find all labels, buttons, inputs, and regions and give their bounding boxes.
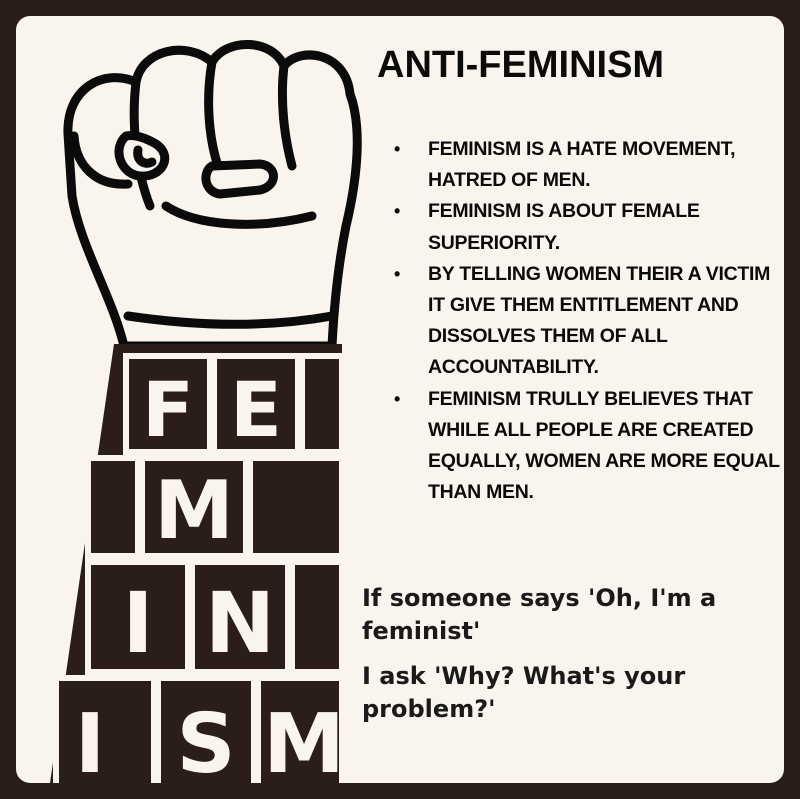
arm-letter: I <box>122 574 154 672</box>
quote-line: If someone says 'Oh, I'm a feminist' <box>362 584 717 645</box>
quote-block <box>362 582 782 726</box>
arm-tile <box>250 458 342 556</box>
arm-tile <box>88 458 138 556</box>
arm-tile <box>292 562 342 672</box>
list-item <box>394 384 784 509</box>
bullet-icon: • <box>394 201 401 222</box>
page-title: ANTI-FEMINISM <box>377 44 665 86</box>
list-item <box>394 196 784 258</box>
poster <box>16 16 784 783</box>
arm-letter: N <box>204 574 276 672</box>
bullet-icon: • <box>394 388 401 409</box>
arm-letter: F <box>142 365 194 454</box>
list-item <box>394 134 784 196</box>
arm-tile <box>302 356 342 452</box>
bullet-icon: • <box>394 263 401 284</box>
list-item-text: BY TELLING WOMEN THEIR A VICTIM IT GIVE THEM ENTITLEMENT AND DISSOLVES THEM OF ALL ACCOUNTABILITY. <box>428 262 771 379</box>
arm-letter: S <box>176 697 236 783</box>
list-item-text: FEMINISM IS ABOUT FEMALE SUPERIORITY. <box>428 200 700 254</box>
arm-letter: I <box>74 697 106 783</box>
list-item <box>394 259 784 384</box>
arm-letter: M <box>154 464 234 557</box>
bullet-icon: • <box>394 139 401 159</box>
raised-fist-icon <box>68 44 357 346</box>
quote-line: I ask 'Why? What's your problem?' <box>362 662 686 723</box>
list-item-text: FEMINISM TRULLY BELIEVES THAT WHILE ALL PEOPLE ARE CREATED EQUALLY, WOMEN ARE MORE EQUAL THAN MEN. <box>428 387 780 504</box>
list-item-text: FEMINISM IS A HATE MOVEMENT, HATRED OF MEN. <box>428 138 736 192</box>
arm-letter: M <box>263 697 345 783</box>
arm-letter: E <box>230 365 282 454</box>
claims-list <box>394 134 784 508</box>
